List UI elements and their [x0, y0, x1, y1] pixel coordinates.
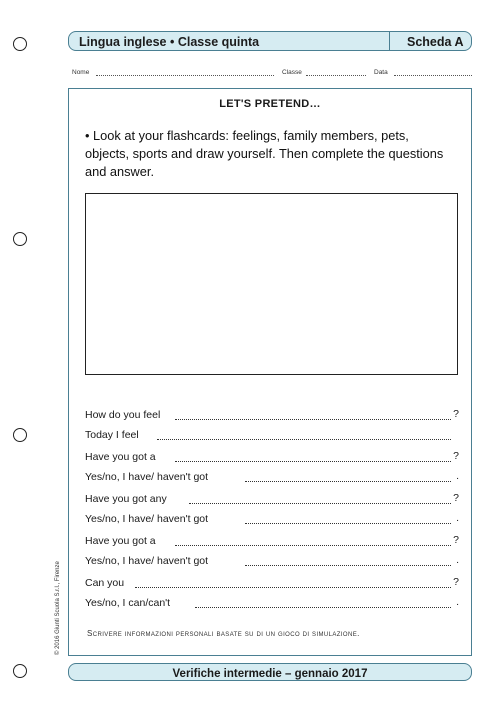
- answer-line: [245, 481, 451, 482]
- binder-hole-bottom: [13, 664, 27, 678]
- answer-prompt: Today I feel: [85, 429, 139, 441]
- answer-end: .: [456, 470, 459, 482]
- question-end: ?: [453, 534, 459, 546]
- answer-prompt: Yes/no, I have/ haven't got: [85, 471, 209, 483]
- class-label: Classe: [282, 69, 302, 76]
- answer-line: [189, 503, 451, 504]
- binder-hole-lower: [13, 428, 27, 442]
- question-prompt: Have you got a: [85, 535, 156, 547]
- header-bar: [68, 31, 472, 51]
- question-end: ?: [453, 408, 459, 420]
- date-label: Data: [374, 69, 388, 76]
- question-end: ?: [453, 450, 459, 462]
- exercise-instructions: • Look at your flashcards: feelings, family members, pets, objects, sports and draw yourself. Then complete the questions and answer.: [85, 128, 444, 179]
- student-fields: [68, 67, 472, 79]
- question-row[interactable]: [85, 451, 461, 465]
- answer-line: [175, 461, 451, 462]
- answer-line: [245, 523, 451, 524]
- date-field[interactable]: [394, 75, 472, 76]
- header-divider: [389, 32, 390, 50]
- answer-line: [157, 439, 451, 440]
- answer-line: [195, 607, 451, 608]
- question-end: ?: [453, 492, 459, 504]
- answer-line: [175, 419, 451, 420]
- answer-line: [245, 565, 451, 566]
- subject-title: Lingua inglese • Classe quinta: [79, 35, 260, 49]
- footer-bar: [68, 663, 472, 681]
- sheet-label: Scheda A: [407, 35, 464, 49]
- name-field[interactable]: [96, 75, 274, 76]
- question-row[interactable]: [85, 409, 461, 423]
- answer-row[interactable]: [85, 513, 461, 527]
- answer-end: .: [456, 596, 459, 608]
- answer-row[interactable]: [85, 555, 461, 569]
- question-row[interactable]: [85, 577, 461, 591]
- exercise-note: Scrivere informazioni personali basate su di un gioco di simulazione.: [87, 629, 360, 638]
- answer-row[interactable]: [85, 471, 461, 485]
- question-row[interactable]: [85, 535, 461, 549]
- answer-row[interactable]: [85, 429, 461, 443]
- question-end: ?: [453, 576, 459, 588]
- answer-line: [135, 587, 451, 588]
- binder-hole-top: [13, 37, 27, 51]
- name-label: Nome: [72, 69, 90, 76]
- copyright-text: © 2016 Giunti Scuola S.r.l., Firenze: [55, 561, 61, 655]
- answer-prompt: Yes/no, I can/can't: [85, 597, 171, 609]
- question-prompt: How do you feel: [85, 409, 161, 421]
- question-prompt: Have you got a: [85, 451, 156, 463]
- answer-line: [175, 545, 451, 546]
- question-row[interactable]: [85, 493, 461, 507]
- answer-prompt: Yes/no, I have/ haven't got: [85, 513, 209, 525]
- answer-end: .: [456, 512, 459, 524]
- drawing-area[interactable]: [85, 193, 458, 375]
- question-prompt: Have you got any: [85, 493, 167, 505]
- exercise-title: LET'S PRETEND…: [219, 98, 321, 110]
- binder-hole-upper: [13, 232, 27, 246]
- answer-prompt: Yes/no, I have/ haven't got: [85, 555, 209, 567]
- exercise-card: [68, 88, 472, 656]
- answer-row[interactable]: [85, 597, 461, 611]
- class-field[interactable]: [306, 75, 366, 76]
- footer-text: Verifiche intermedie – gennaio 2017: [172, 668, 368, 680]
- question-prompt: Can you: [85, 577, 125, 589]
- answer-end: .: [456, 554, 459, 566]
